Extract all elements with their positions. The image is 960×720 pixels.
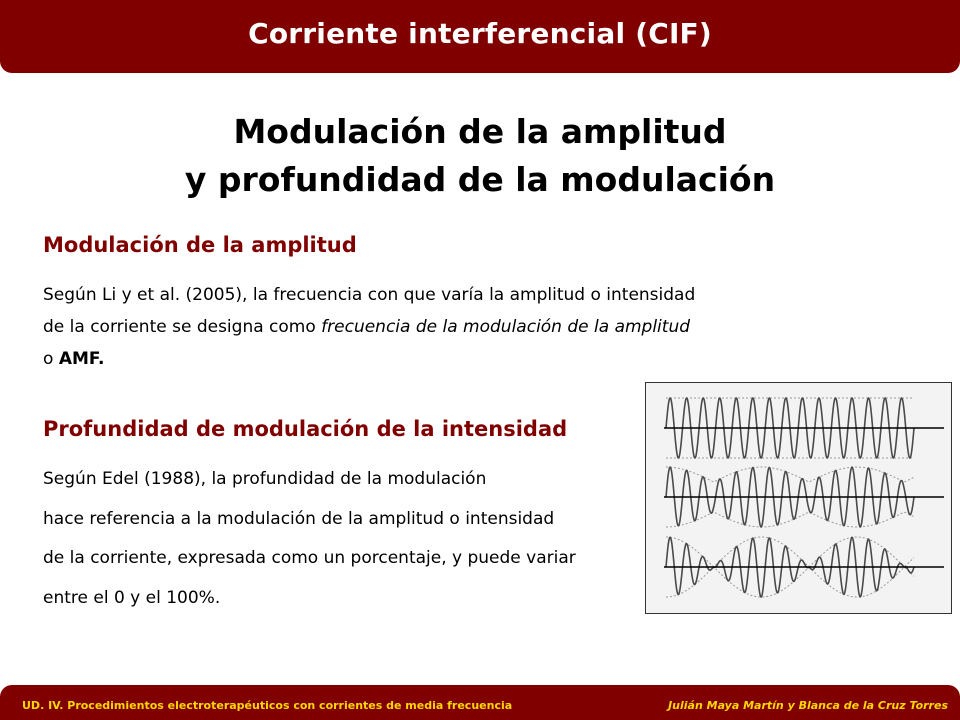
envelope-line: [666, 512, 914, 527]
main-title: [0, 108, 960, 204]
paragraph-line: Según Edel (1988), la profundidad de la modulación: [43, 469, 487, 489]
footer-authors-text: Julián Maya Martín y Blanca de la Cruz Torres: [668, 699, 948, 712]
modulation-waveform-figure: [645, 382, 952, 614]
main-title-line-2: y profundidad de la modulación: [184, 160, 776, 199]
waveform-svg: [646, 383, 951, 613]
envelope-line: [666, 467, 914, 482]
section-heading-depth: Profundidad de modulación de la intensidad: [43, 417, 568, 441]
amf-acronym: AMF.: [58, 349, 105, 369]
paragraph-line: [43, 317, 690, 337]
main-title-line-1: Modulación de la amplitud: [233, 112, 727, 151]
paragraph-line: entre el 0 y el 100%.: [43, 588, 221, 608]
paragraph-text: de la corriente se designa como: [43, 317, 322, 337]
header-banner: [0, 0, 960, 73]
header-title: Corriente interferencial (CIF): [248, 17, 712, 50]
paragraph-line: de la corriente, expresada como un porcentaje, y puede variar: [43, 548, 576, 568]
footer-banner: [0, 685, 960, 720]
paragraph-line: hace referencia a la modulación de la amplitud o intensidad: [43, 509, 555, 529]
footer-course-text: UD. IV. Procedimientos electroterapéuticos con corrientes de media frecuencia: [22, 699, 513, 712]
section-heading-amplitude: Modulación de la amplitud: [43, 233, 357, 257]
amf-term: frecuencia de la modulación de la amplitud: [321, 317, 691, 337]
paragraph-line: [43, 349, 104, 369]
paragraph-text: o: [43, 349, 59, 369]
paragraph-line: Según Li y et al. (2005), la frecuencia con que varía la amplitud o intensidad: [43, 285, 696, 305]
